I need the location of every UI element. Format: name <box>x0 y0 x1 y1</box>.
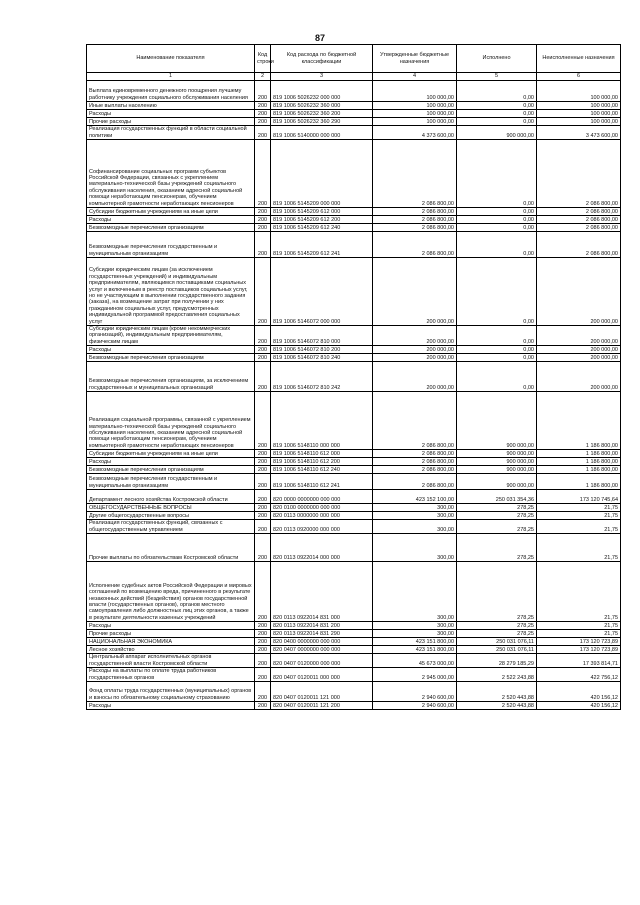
approved-amount: 2 086 800,00 <box>373 140 457 208</box>
unexecuted-amount: 17 393 814,71 <box>537 654 621 668</box>
table-row <box>87 466 621 474</box>
table-row <box>87 216 621 224</box>
unexecuted-amount: 420 156,12 <box>537 702 621 710</box>
unexecuted-amount: 420 156,12 <box>537 682 621 702</box>
executed-amount: 250 031 076,11 <box>457 646 537 654</box>
approved-amount: 200 000,00 <box>373 326 457 346</box>
executed-amount: 278,25 <box>457 512 537 520</box>
unexecuted-amount: 21,75 <box>537 622 621 630</box>
row-code: 200 <box>255 81 271 102</box>
executed-amount: 0,00 <box>457 102 537 110</box>
table-row <box>87 474 621 490</box>
indicator-name: Расходы <box>87 110 255 118</box>
header-number: 2 <box>255 73 271 81</box>
indicator-name: Прочие расходы <box>87 118 255 126</box>
unexecuted-amount: 2 086 800,00 <box>537 140 621 208</box>
budget-code: 820 0407 0120011 000 000 <box>271 668 373 682</box>
table-row <box>87 520 621 534</box>
indicator-name: Субсидии юридическим лицам (за исключением государственных учреждений) и индивидуальным предпринимателям, являющимся поставщиками социальных услуг и включенным в реестр поставщиков социальных услуг, но не участвующим в выполнении государственного задания (заказа), на возмещение затрат при получении у них гражданином социальных услуг, предусмотренных индивидуальной программой предоставления социальных услуг <box>87 258 255 326</box>
approved-amount: 300,00 <box>373 534 457 562</box>
header-row <box>87 45 621 73</box>
budget-code: 820 0407 0120000 000 000 <box>271 654 373 668</box>
budget-code: 819 1006 5026232 000 000 <box>271 81 373 102</box>
approved-amount: 2 086 800,00 <box>373 474 457 490</box>
approved-amount: 100 000,00 <box>373 81 457 102</box>
row-code: 200 <box>255 622 271 630</box>
row-code: 200 <box>255 520 271 534</box>
indicator-name: НАЦИОНАЛЬНАЯ ЭКОНОМИКА <box>87 638 255 646</box>
unexecuted-amount: 21,75 <box>537 534 621 562</box>
budget-code: 819 1006 5146072 810 200 <box>271 346 373 354</box>
budget-code: 819 1006 5145209 612 241 <box>271 232 373 258</box>
budget-code: 819 1006 5140000 000 000 <box>271 126 373 140</box>
row-code: 200 <box>255 654 271 668</box>
unexecuted-amount: 422 756,12 <box>537 668 621 682</box>
unexecuted-amount: 2 086 800,00 <box>537 224 621 232</box>
budget-code: 819 1006 5148110 612 000 <box>271 450 373 458</box>
row-code: 200 <box>255 490 271 504</box>
budget-code: 819 1006 5146072 000 000 <box>271 258 373 326</box>
row-code: 200 <box>255 466 271 474</box>
indicator-name: Прочие выплаты по обязательствам Костромской области <box>87 534 255 562</box>
unexecuted-amount: 2 086 800,00 <box>537 216 621 224</box>
executed-amount: 900 000,00 <box>457 466 537 474</box>
header-number: 5 <box>457 73 537 81</box>
row-code: 200 <box>255 702 271 710</box>
approved-amount: 100 000,00 <box>373 110 457 118</box>
budget-code: 819 1006 5148110 000 000 <box>271 392 373 450</box>
indicator-name: Расходы <box>87 622 255 630</box>
budget-code: 819 1006 5148110 612 200 <box>271 458 373 466</box>
budget-code: 819 1006 5145209 612 000 <box>271 208 373 216</box>
indicator-name: Безвозмездные перечисления организациям <box>87 224 255 232</box>
unexecuted-amount: 1 186 800,00 <box>537 392 621 450</box>
row-code: 200 <box>255 216 271 224</box>
approved-amount: 2 086 800,00 <box>373 466 457 474</box>
table-row <box>87 490 621 504</box>
unexecuted-amount: 21,75 <box>537 512 621 520</box>
indicator-name: ОБЩЕГОСУДАРСТВЕННЫЕ ВОПРОСЫ <box>87 504 255 512</box>
approved-amount: 100 000,00 <box>373 102 457 110</box>
approved-amount: 4 373 600,00 <box>373 126 457 140</box>
row-code: 200 <box>255 354 271 362</box>
executed-amount: 900 000,00 <box>457 450 537 458</box>
indicator-name: Субсидии бюджетным учреждениям на иные цели <box>87 450 255 458</box>
header-approved: Утвержденные бюджетные назначения <box>373 45 457 73</box>
approved-amount: 2 086 800,00 <box>373 392 457 450</box>
indicator-name: Субсидии юридическим лицам (кроме некоммерческих организаций), индивидуальным предпринимателям, физическим лицам <box>87 326 255 346</box>
unexecuted-amount: 200 000,00 <box>537 346 621 354</box>
indicator-name: Субсидии бюджетным учреждениям на иные цели <box>87 208 255 216</box>
executed-amount: 2 520 443,88 <box>457 702 537 710</box>
row-code: 200 <box>255 102 271 110</box>
indicator-name: Реализация социальной программы, связанной с укреплением материально-технической базы учреждений социального обслуживания населения, оказанием адресной социальной помощи неработающим пенсионерам, обучением компьютерной грамотности неработающих пенсионеров <box>87 392 255 450</box>
budget-code: 819 1006 5145209 612 200 <box>271 216 373 224</box>
executed-amount: 0,00 <box>457 208 537 216</box>
budget-code: 820 0113 0922014 831 000 <box>271 562 373 622</box>
budget-code: 819 1006 5145209 612 240 <box>271 224 373 232</box>
indicator-name: Расходы на выплаты по оплате труда работников государственных органов <box>87 668 255 682</box>
row-code: 200 <box>255 682 271 702</box>
table-row <box>87 258 621 326</box>
unexecuted-amount: 100 000,00 <box>537 102 621 110</box>
approved-amount: 2 086 800,00 <box>373 224 457 232</box>
approved-amount: 300,00 <box>373 622 457 630</box>
executed-amount: 900 000,00 <box>457 474 537 490</box>
indicator-name: Прочие расходы <box>87 630 255 638</box>
approved-amount: 2 086 800,00 <box>373 450 457 458</box>
budget-code: 819 1006 5145209 000 000 <box>271 140 373 208</box>
header-code: Код строки <box>255 45 271 73</box>
table-row <box>87 118 621 126</box>
row-code: 200 <box>255 392 271 450</box>
approved-amount: 200 000,00 <box>373 362 457 392</box>
executed-amount: 278,25 <box>457 534 537 562</box>
approved-amount: 2 086 800,00 <box>373 232 457 258</box>
approved-amount: 200 000,00 <box>373 354 457 362</box>
approved-amount: 300,00 <box>373 512 457 520</box>
row-code: 200 <box>255 474 271 490</box>
table-row <box>87 458 621 466</box>
unexecuted-amount: 3 473 600,00 <box>537 126 621 140</box>
table-row <box>87 682 621 702</box>
indicator-name: Лесное хозяйство <box>87 646 255 654</box>
row-code: 200 <box>255 346 271 354</box>
row-code: 200 <box>255 362 271 392</box>
executed-amount: 278,25 <box>457 622 537 630</box>
executed-amount: 278,25 <box>457 562 537 622</box>
row-code: 200 <box>255 208 271 216</box>
row-code: 200 <box>255 326 271 346</box>
table-row <box>87 326 621 346</box>
unexecuted-amount: 1 186 800,00 <box>537 466 621 474</box>
executed-amount: 2 520 443,88 <box>457 682 537 702</box>
row-code: 200 <box>255 232 271 258</box>
unexecuted-amount: 2 086 800,00 <box>537 232 621 258</box>
budget-code: 820 0113 0922014 831 290 <box>271 630 373 638</box>
unexecuted-amount: 1 186 800,00 <box>537 450 621 458</box>
unexecuted-amount: 200 000,00 <box>537 362 621 392</box>
indicator-name: Безвозмездные перечисления организациям <box>87 354 255 362</box>
table-row <box>87 140 621 208</box>
table-row <box>87 346 621 354</box>
row-code: 200 <box>255 258 271 326</box>
executed-amount: 900 000,00 <box>457 392 537 450</box>
approved-amount: 200 000,00 <box>373 346 457 354</box>
table-row <box>87 504 621 512</box>
header-number: 3 <box>271 73 373 81</box>
executed-amount: 0,00 <box>457 326 537 346</box>
row-code: 200 <box>255 458 271 466</box>
budget-code: 820 0407 0000000 000 000 <box>271 646 373 654</box>
unexecuted-amount: 173 120 723,89 <box>537 638 621 646</box>
row-code: 200 <box>255 638 271 646</box>
table-row <box>87 102 621 110</box>
row-code: 200 <box>255 630 271 638</box>
indicator-name: Безвозмездные перечисления государственным и муниципальным организациям <box>87 232 255 258</box>
budget-code: 820 0407 0120011 121 200 <box>271 702 373 710</box>
row-code: 200 <box>255 646 271 654</box>
approved-amount: 2 945 000,00 <box>373 668 457 682</box>
table-row <box>87 512 621 520</box>
indicator-name: Другие общегосударственные вопросы <box>87 512 255 520</box>
indicator-name: Безвозмездные перечисления государственным и муниципальным организациям <box>87 474 255 490</box>
executed-amount: 278,25 <box>457 520 537 534</box>
executed-amount: 250 031 354,36 <box>457 490 537 504</box>
indicator-name: Безвозмездные перечисления организациям, за исключением государственных и муниципальных организаций <box>87 362 255 392</box>
executed-amount: 0,00 <box>457 258 537 326</box>
header-name: Наименование показателя <box>87 45 255 73</box>
indicator-name: Исполнение судебных актов Российской Федерации и мировых соглашений по возмещению вреда, причиненного в результате незаконных действий (бездействия) органов государственной власти (государственных органов), органов местного самоуправления либо должностных лиц этих органов, а также в результате деятельности казенных учреждений <box>87 562 255 622</box>
table-row <box>87 110 621 118</box>
approved-amount: 2 940 600,00 <box>373 682 457 702</box>
header-number: 4 <box>373 73 457 81</box>
executed-amount: 278,25 <box>457 630 537 638</box>
header-number: 1 <box>87 73 255 81</box>
indicator-name: Реализация государственных функций в области социальной политики <box>87 126 255 140</box>
table-row <box>87 362 621 392</box>
row-code: 200 <box>255 224 271 232</box>
row-code: 200 <box>255 534 271 562</box>
executed-amount: 0,00 <box>457 232 537 258</box>
row-code: 200 <box>255 110 271 118</box>
unexecuted-amount: 200 000,00 <box>537 354 621 362</box>
indicator-name: Расходы <box>87 346 255 354</box>
approved-amount: 45 673 000,00 <box>373 654 457 668</box>
table-row <box>87 126 621 140</box>
approved-amount: 300,00 <box>373 520 457 534</box>
executed-amount: 0,00 <box>457 140 537 208</box>
approved-amount: 423 152 100,00 <box>373 490 457 504</box>
approved-amount: 300,00 <box>373 562 457 622</box>
executed-amount: 0,00 <box>457 346 537 354</box>
header-executed: Исполнено <box>457 45 537 73</box>
indicator-name: Расходы <box>87 458 255 466</box>
approved-amount: 2 086 800,00 <box>373 216 457 224</box>
budget-code: 820 0000 0000000 000 000 <box>271 490 373 504</box>
approved-amount: 2 086 800,00 <box>373 208 457 216</box>
indicator-name: Иные выплаты населению <box>87 102 255 110</box>
executed-amount: 0,00 <box>457 118 537 126</box>
budget-code: 819 1006 5026232 360 000 <box>271 102 373 110</box>
unexecuted-amount: 173 120 723,89 <box>537 646 621 654</box>
budget-code: 819 1006 5026232 360 290 <box>271 118 373 126</box>
row-code: 200 <box>255 504 271 512</box>
table-row <box>87 562 621 622</box>
unexecuted-amount: 200 000,00 <box>537 326 621 346</box>
budget-code: 819 1006 5148110 612 241 <box>271 474 373 490</box>
unexecuted-amount: 2 086 800,00 <box>537 208 621 216</box>
executed-amount: 0,00 <box>457 216 537 224</box>
indicator-name: Безвозмездные перечисления организациям <box>87 466 255 474</box>
budget-code: 819 1006 5146072 810 242 <box>271 362 373 392</box>
table-row <box>87 702 621 710</box>
unexecuted-amount: 100 000,00 <box>537 81 621 102</box>
approved-amount: 423 151 800,00 <box>373 638 457 646</box>
unexecuted-amount: 100 000,00 <box>537 118 621 126</box>
approved-amount: 300,00 <box>373 630 457 638</box>
table-row <box>87 646 621 654</box>
indicator-name: Расходы <box>87 702 255 710</box>
row-code: 200 <box>255 562 271 622</box>
row-code: 200 <box>255 450 271 458</box>
unexecuted-amount: 1 186 800,00 <box>537 474 621 490</box>
indicator-name: Выплата единовременного денежного поощрения лучшему работнику учреждения социального обслуживания населения <box>87 81 255 102</box>
table-row <box>87 450 621 458</box>
indicator-name: Софинансирование социальных программ субъектов Российской Федерации, связанных с укреплением материально-технической базы учреждений социального обслуживания населения, оказанием адресной социальной помощи неработающим пенсионерам, обучением компьютерной грамотности неработающих пенсионеров <box>87 140 255 208</box>
budget-code: 820 0100 0000000 000 000 <box>271 504 373 512</box>
unexecuted-amount: 21,75 <box>537 630 621 638</box>
executed-amount: 2 522 243,88 <box>457 668 537 682</box>
executed-amount: 0,00 <box>457 354 537 362</box>
table-row <box>87 654 621 668</box>
budget-code: 820 0113 0920000 000 000 <box>271 520 373 534</box>
table-row <box>87 638 621 646</box>
unexecuted-amount: 173 120 745,64 <box>537 490 621 504</box>
header-kbk: Код расхода по бюджетной классификации <box>271 45 373 73</box>
approved-amount: 200 000,00 <box>373 258 457 326</box>
indicator-name: Фонд оплаты труда государственных (муниципальных) органов и взносы по обязательному социальному страхованию <box>87 682 255 702</box>
approved-amount: 2 940 600,00 <box>373 702 457 710</box>
table-row <box>87 208 621 216</box>
table-row <box>87 392 621 450</box>
indicator-name: Расходы <box>87 216 255 224</box>
executed-amount: 0,00 <box>457 224 537 232</box>
table-row <box>87 354 621 362</box>
unexecuted-amount: 100 000,00 <box>537 110 621 118</box>
table-row <box>87 622 621 630</box>
unexecuted-amount: 200 000,00 <box>537 258 621 326</box>
budget-code: 820 0400 0000000 000 000 <box>271 638 373 646</box>
row-code: 200 <box>255 512 271 520</box>
table-row <box>87 232 621 258</box>
executed-amount: 250 031 076,11 <box>457 638 537 646</box>
indicator-name: Центральный аппарат исполнительных органов государственной власти Костромской области <box>87 654 255 668</box>
approved-amount: 423 151 800,00 <box>373 646 457 654</box>
page-number: 87 <box>314 33 325 43</box>
budget-report-table <box>86 44 621 710</box>
budget-code: 820 0113 0000000 000 000 <box>271 512 373 520</box>
row-code: 200 <box>255 140 271 208</box>
header-number: 6 <box>537 73 621 81</box>
executed-amount: 278,25 <box>457 504 537 512</box>
executed-amount: 0,00 <box>457 81 537 102</box>
unexecuted-amount: 21,75 <box>537 562 621 622</box>
row-code: 200 <box>255 668 271 682</box>
row-code: 200 <box>255 118 271 126</box>
budget-code: 820 0113 0922014 831 200 <box>271 622 373 630</box>
executed-amount: 0,00 <box>457 362 537 392</box>
header-unexecuted: Неисполненные назначения <box>537 45 621 73</box>
approved-amount: 2 086 800,00 <box>373 458 457 466</box>
approved-amount: 300,00 <box>373 504 457 512</box>
unexecuted-amount: 1 186 800,00 <box>537 458 621 466</box>
unexecuted-amount: 21,75 <box>537 520 621 534</box>
executed-amount: 900 000,00 <box>457 126 537 140</box>
table-row <box>87 534 621 562</box>
indicator-name: Департамент лесного хозяйства Костромской области <box>87 490 255 504</box>
table-row <box>87 630 621 638</box>
header-number-row <box>87 73 621 81</box>
budget-code: 819 1006 5146072 810 240 <box>271 354 373 362</box>
table-row <box>87 668 621 682</box>
indicator-name: Реализация государственных функций, связанных с общегосударственным управлением <box>87 520 255 534</box>
executed-amount: 0,00 <box>457 110 537 118</box>
executed-amount: 900 000,00 <box>457 458 537 466</box>
budget-code: 819 1006 5148110 612 240 <box>271 466 373 474</box>
executed-amount: 28 279 185,29 <box>457 654 537 668</box>
table-row <box>87 81 621 102</box>
unexecuted-amount: 21,75 <box>537 504 621 512</box>
budget-code: 820 0113 0922014 000 000 <box>271 534 373 562</box>
table-row <box>87 224 621 232</box>
budget-code: 819 1006 5026232 360 200 <box>271 110 373 118</box>
approved-amount: 100 000,00 <box>373 118 457 126</box>
budget-code: 819 1006 5146072 810 000 <box>271 326 373 346</box>
row-code: 200 <box>255 126 271 140</box>
budget-code: 820 0407 0120011 121 000 <box>271 682 373 702</box>
